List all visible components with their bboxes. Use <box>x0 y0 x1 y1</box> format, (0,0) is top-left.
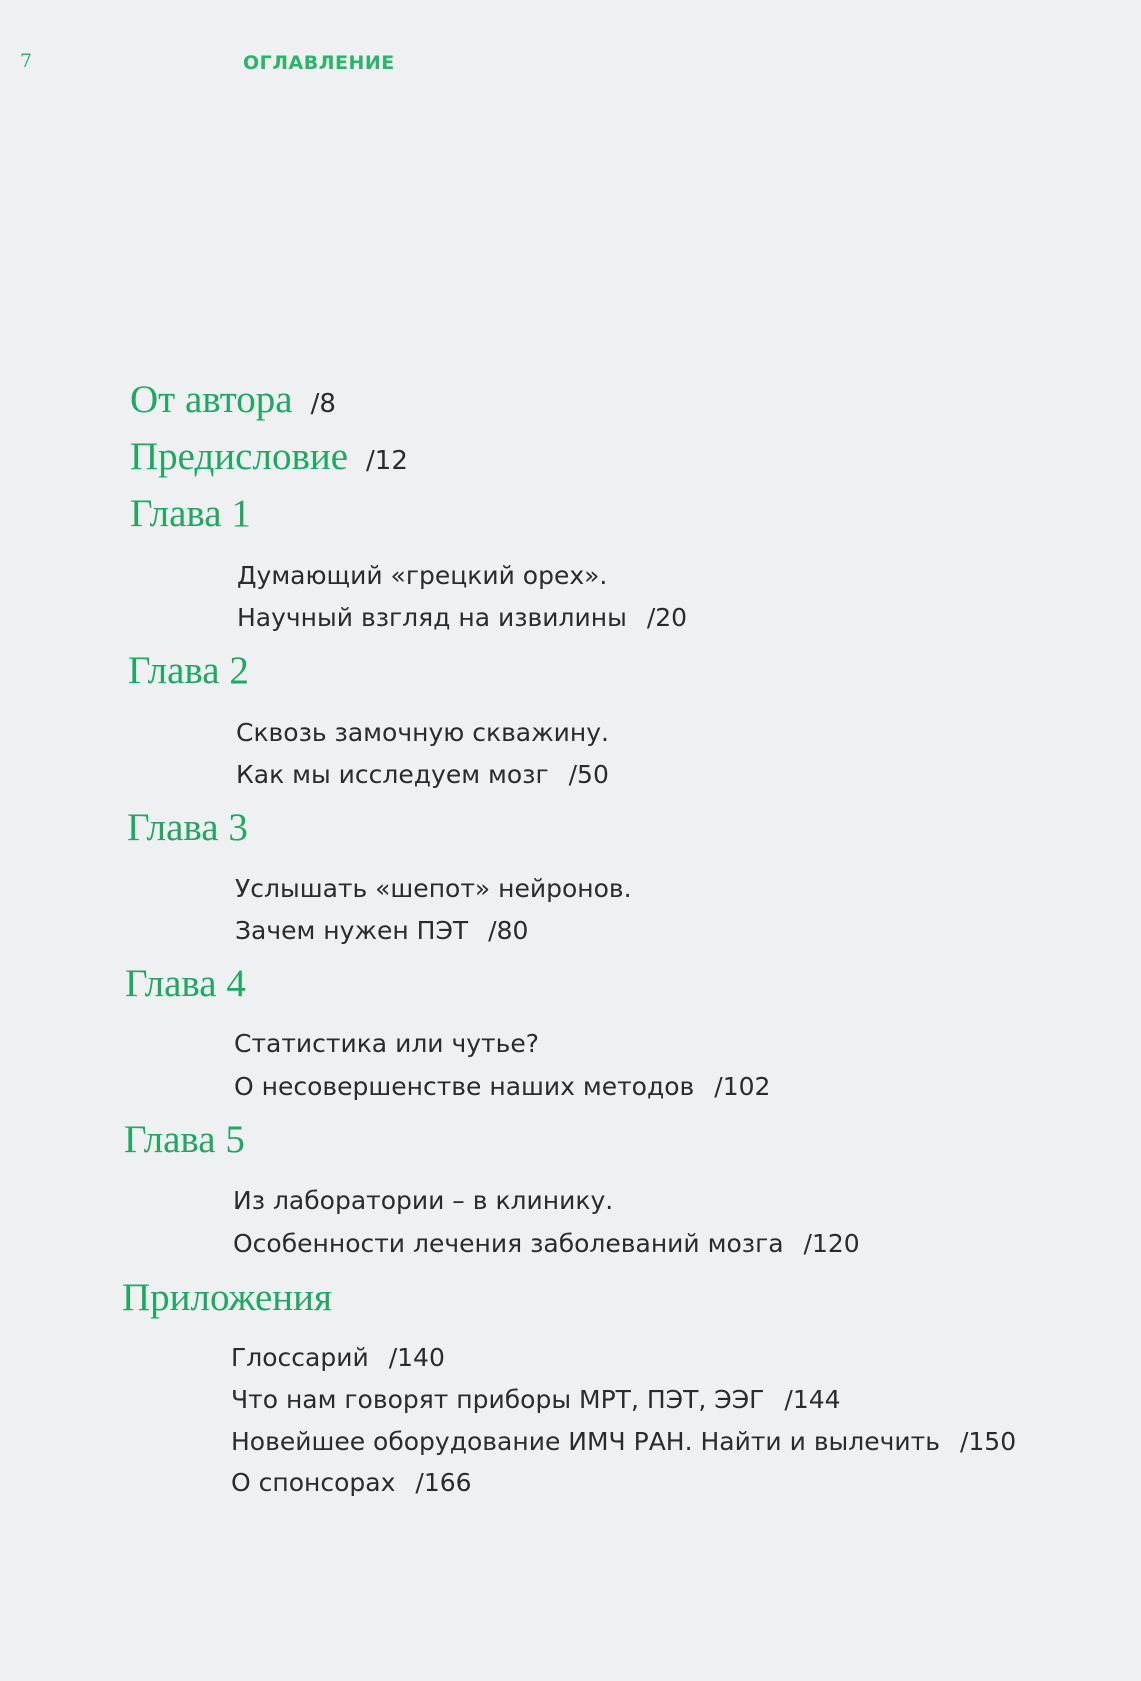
toc-page-number: /150 <box>959 1427 1017 1456</box>
chapter-3-heading: Глава 3 <box>127 806 248 849</box>
chapter-title-text: Как мы исследуем мозг <box>236 760 549 789</box>
toc-heading: От автора <box>130 378 293 421</box>
toc-entry-preface <box>130 437 408 476</box>
appendix-item <box>231 1387 841 1412</box>
appendix-item-title: Что нам говорят приборы МРТ, ПЭТ, ЭЭГ <box>231 1385 765 1414</box>
toc-page-number: /8 <box>310 389 336 419</box>
toc-page-number: /166 <box>415 1468 472 1497</box>
chapter-title-text: Зачем нужен ПЭТ <box>235 916 469 945</box>
chapter-2-title-line1: Сквозь замочную скважину. <box>236 718 609 747</box>
chapter-4-title-line2 <box>234 1074 770 1099</box>
page-number: 7 <box>20 50 33 72</box>
appendix-item <box>231 1345 445 1370</box>
chapter-3-title-line2 <box>235 918 528 943</box>
chapter-1-title-line2 <box>237 605 687 630</box>
toc-page-number: /80 <box>488 916 529 945</box>
chapter-5-title-line1: Из лаборатории – в клинику. <box>233 1186 614 1215</box>
chapter-title-text: Научный взгляд на извилины <box>237 603 627 632</box>
toc-page-number: /120 <box>803 1229 860 1258</box>
chapter-title-text: Особенности лечения заболеваний мозга <box>233 1229 784 1258</box>
toc-page-number: /102 <box>714 1072 771 1101</box>
chapter-2-title-line2 <box>236 762 609 787</box>
toc-page-number: /12 <box>366 446 408 476</box>
appendix-item <box>231 1470 472 1495</box>
appendix-item-title: Глоссарий <box>231 1343 369 1372</box>
toc-heading: Предисловие <box>130 435 349 478</box>
chapter-5-title-line2 <box>233 1231 860 1256</box>
appendix-heading: Приложения <box>122 1276 332 1319</box>
chapter-4-heading: Глава 4 <box>125 962 246 1005</box>
toc-page-number: /140 <box>388 1343 445 1372</box>
toc-page-number: /144 <box>784 1385 841 1414</box>
chapter-3-title-line1: Услышать «шепот» нейронов. <box>235 874 632 903</box>
appendix-item-title: О спонсорах <box>231 1468 396 1497</box>
chapter-4-title-line1: Статистика или чутье? <box>234 1029 540 1058</box>
appendix-item <box>231 1429 1016 1454</box>
appendix-item-title: Новейшее оборудование ИМЧ РАН. Найти и вылечить <box>231 1427 940 1456</box>
chapter-1-title-line1: Думающий «грецкий орех». <box>237 561 608 590</box>
toc-page-number: /20 <box>646 603 688 632</box>
toc-page-number: /50 <box>568 760 609 789</box>
chapter-1-heading: Глава 1 <box>130 492 251 535</box>
chapter-2-heading: Глава 2 <box>128 649 249 692</box>
chapter-5-heading: Глава 5 <box>124 1118 245 1161</box>
chapter-title-text: О несовершенстве наших методов <box>234 1072 695 1101</box>
toc-entry-from-author <box>130 380 336 419</box>
running-head: ОГЛАВЛЕНИЕ <box>243 52 395 74</box>
